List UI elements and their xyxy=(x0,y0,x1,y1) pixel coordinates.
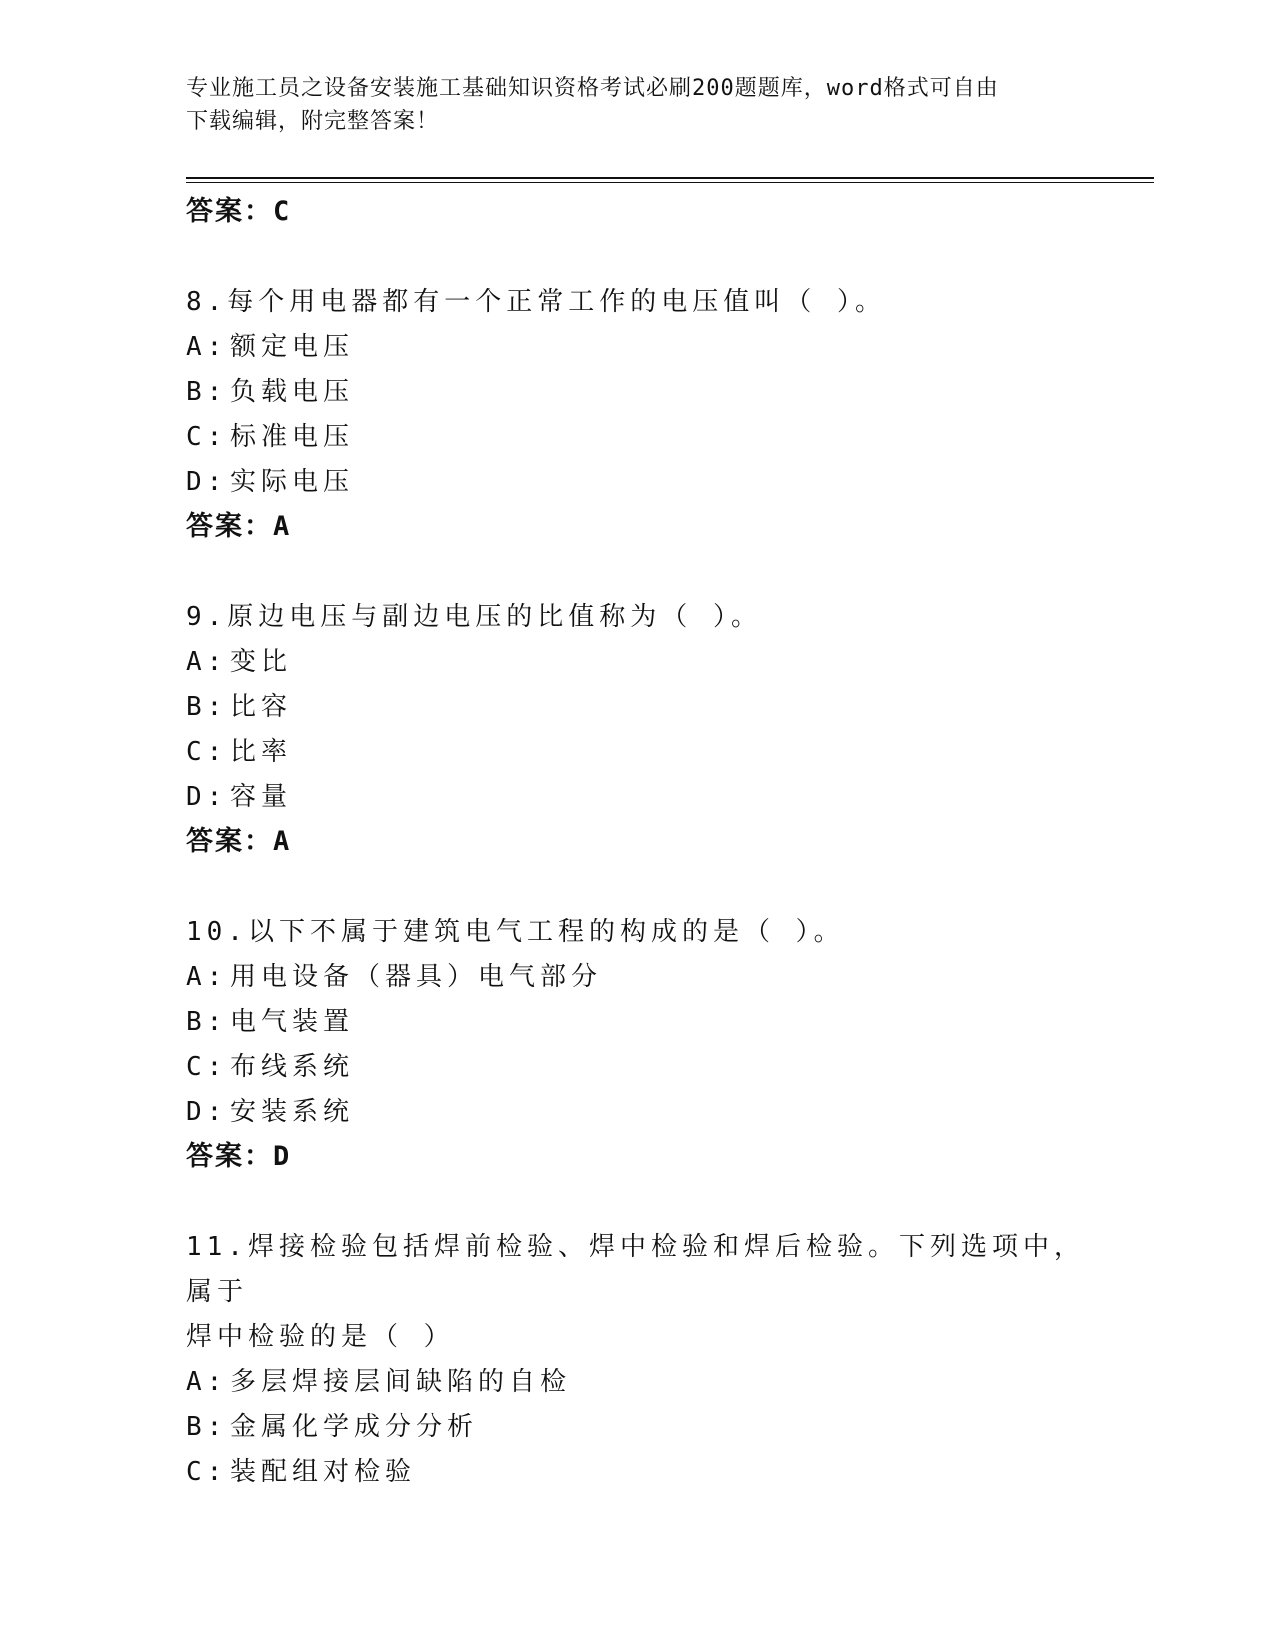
option-key: C: xyxy=(186,1457,228,1487)
question-stem-line-1: 11.焊接检验包括焊前检验、焊中检验和焊后检验。下列选项中，属于 xyxy=(186,1232,1085,1307)
question-answer: 答案：D xyxy=(186,1141,292,1172)
option-text: 比率 xyxy=(230,737,293,767)
option-text: 用电设备（器具）电气部分 xyxy=(230,962,603,992)
question-stem: 8.每个用电器都有一个正常工作的电压值叫（ ）。 xyxy=(186,287,886,317)
question-8 xyxy=(186,280,1086,549)
option-key: B: xyxy=(186,377,228,407)
question-list xyxy=(186,190,1086,1495)
option-a xyxy=(186,1360,1086,1405)
option-a xyxy=(186,640,1086,685)
option-text: 负载电压 xyxy=(230,377,355,407)
question-11 xyxy=(186,1225,1086,1495)
option-c xyxy=(186,1045,1086,1090)
option-b xyxy=(186,370,1086,415)
option-text: 变比 xyxy=(230,647,293,677)
document-header xyxy=(186,72,1086,138)
option-key: A: xyxy=(186,962,228,992)
option-key: C: xyxy=(186,737,228,767)
header-divider-thick xyxy=(186,177,1154,179)
option-c xyxy=(186,415,1086,460)
option-text: 实际电压 xyxy=(230,467,355,497)
option-text: 额定电压 xyxy=(230,332,355,362)
option-text: 金属化学成分分析 xyxy=(230,1412,479,1442)
option-d xyxy=(186,460,1086,505)
option-key: C: xyxy=(186,1052,228,1082)
option-key: B: xyxy=(186,692,228,722)
option-b xyxy=(186,1000,1086,1045)
option-key: C: xyxy=(186,422,228,452)
option-key: A: xyxy=(186,647,228,677)
question-9 xyxy=(186,595,1086,864)
question-stem: 10.以下不属于建筑电气工程的构成的是（ ）。 xyxy=(186,917,845,947)
option-d xyxy=(186,1090,1086,1135)
option-key: A: xyxy=(186,1367,228,1397)
previous-answer: 答案：C xyxy=(186,196,292,227)
question-stem-line-2: 焊中检验的是（ ） xyxy=(186,1322,455,1352)
header-line-1: 专业施工员之设备安装施工基础知识资格考试必刷200题题库，word格式可自由 xyxy=(186,76,999,101)
option-text: 容量 xyxy=(230,782,293,812)
option-key: D: xyxy=(186,782,228,812)
question-stem: 9.原边电压与副边电压的比值称为（ ）。 xyxy=(186,602,762,632)
question-10 xyxy=(186,910,1086,1179)
option-c xyxy=(186,730,1086,775)
option-key: B: xyxy=(186,1412,228,1442)
option-text: 装配组对检验 xyxy=(230,1457,417,1487)
option-text: 多层焊接层间缺陷的自检 xyxy=(230,1367,572,1397)
option-text: 电气装置 xyxy=(230,1007,355,1037)
option-a xyxy=(186,955,1086,1000)
option-text: 安装系统 xyxy=(230,1097,355,1127)
option-key: D: xyxy=(186,1097,228,1127)
option-b xyxy=(186,1405,1086,1450)
header-line-2: 下载编辑，附完整答案！ xyxy=(186,109,440,134)
question-answer: 答案：A xyxy=(186,511,292,542)
option-text: 比容 xyxy=(230,692,293,722)
option-key: D: xyxy=(186,467,228,497)
option-text: 标准电压 xyxy=(230,422,355,452)
question-answer: 答案：A xyxy=(186,826,292,857)
option-b xyxy=(186,685,1086,730)
option-key: B: xyxy=(186,1007,228,1037)
header-divider-thin xyxy=(186,182,1154,183)
option-d xyxy=(186,775,1086,820)
option-a xyxy=(186,325,1086,370)
option-key: A: xyxy=(186,332,228,362)
option-c xyxy=(186,1450,1086,1495)
option-text: 布线系统 xyxy=(230,1052,355,1082)
